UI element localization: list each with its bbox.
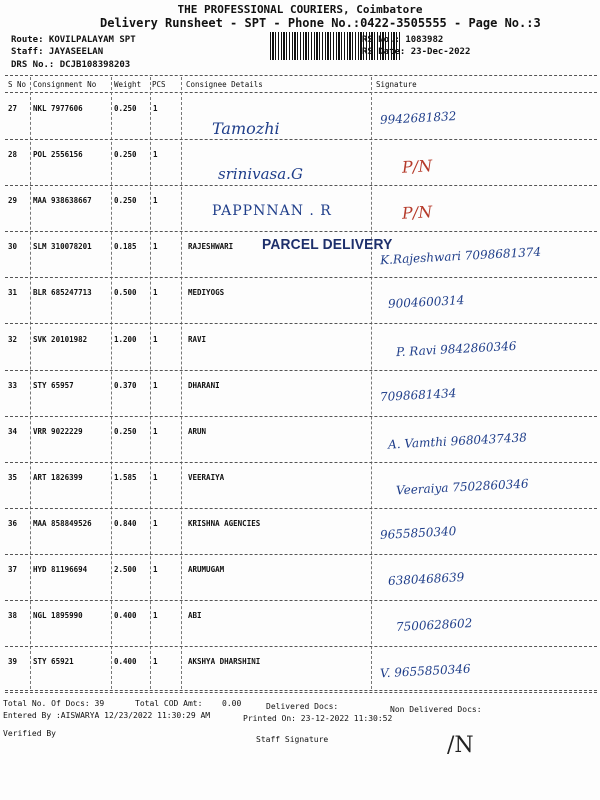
total-cod-value: 0.00 xyxy=(222,699,242,708)
row-weight: 0.250 xyxy=(114,196,137,206)
row-consignment-no: SVK 20101982 xyxy=(33,334,88,344)
row-consignee: ARUMUGAM xyxy=(188,565,225,574)
row-consignee: AKSHYA DHARSHINI xyxy=(188,657,261,667)
row-separator xyxy=(5,185,597,186)
column-consignee: Consignee Details xyxy=(186,80,263,89)
row-consignment-no: NGL 1895990 xyxy=(33,611,83,621)
handwritten-signature: 7500628602 xyxy=(395,616,473,635)
row-pcs: 1 xyxy=(153,380,158,390)
row-consignment-no: STY 65921 xyxy=(33,657,74,667)
table-row xyxy=(0,510,600,556)
row-separator xyxy=(5,370,597,371)
row-sno: 36 xyxy=(8,518,18,528)
meta-route: Route: KOVILPALAYAM SPT xyxy=(11,35,136,45)
row-separator xyxy=(5,554,597,555)
handwritten-signature: V. 9655850346 xyxy=(379,661,471,681)
verified-by: Verified By xyxy=(3,729,56,738)
entered-by: Entered By :AISWARYA 12/23/2022 11:30:29 AM xyxy=(3,711,211,720)
row-consignee: KRISHNA AGENCIES xyxy=(188,518,261,528)
handwritten-signature: P/N xyxy=(401,156,433,177)
row-weight: 0.400 xyxy=(114,657,137,667)
handwritten-signature: 7098681434 xyxy=(379,385,457,404)
row-separator xyxy=(5,277,597,278)
row-weight: 1.200 xyxy=(114,334,137,344)
row-pcs: 1 xyxy=(153,426,158,436)
handwritten-consignee-name: srinivasa.G xyxy=(218,165,303,184)
row-pcs: 1 xyxy=(153,242,158,252)
row-consignee: RAVI xyxy=(188,334,207,344)
row-sno: 30 xyxy=(8,242,18,252)
row-consignment-no: HYD 81196694 xyxy=(33,565,88,574)
row-consignee: VEERAIYA xyxy=(188,472,225,482)
delivered-docs: Delivered Docs: xyxy=(266,702,339,711)
table-row xyxy=(0,141,600,187)
footer-rule xyxy=(5,690,597,691)
row-consignment-no: MAA 938638667 xyxy=(33,196,92,206)
row-weight: 0.185 xyxy=(114,242,137,252)
table-row xyxy=(0,464,600,510)
row-weight: 0.500 xyxy=(114,288,137,298)
handwritten-signature: Veeraiya 7502860346 xyxy=(395,476,529,498)
row-weight: 0.250 xyxy=(114,104,137,113)
row-consignee: ARUN xyxy=(188,426,207,436)
row-pcs: 1 xyxy=(153,565,158,574)
table-row xyxy=(0,648,600,694)
handwritten-consignee-name: PAPPNNAN . R xyxy=(212,203,332,220)
row-pcs: 1 xyxy=(153,657,158,667)
column-signature: Signature xyxy=(376,80,417,89)
row-consignee: ABI xyxy=(188,611,202,621)
row-sno: 35 xyxy=(8,472,18,482)
meta-rs-no: RS No.: 1083982 xyxy=(362,35,444,45)
column-sno: S No xyxy=(8,80,27,89)
meta-rs-date: RS Date: 23-Dec-2022 xyxy=(362,47,471,57)
staff-signature: Staff Signature xyxy=(256,735,329,744)
row-separator xyxy=(5,508,597,509)
row-sno: 28 xyxy=(8,150,18,160)
row-sno: 39 xyxy=(8,657,18,667)
column-pcs: PCS xyxy=(152,80,166,89)
handwritten-mark: /N xyxy=(447,733,474,758)
row-separator xyxy=(5,600,597,601)
table-row xyxy=(0,418,600,464)
meta-drs-no: DRS No.: DCJB108398203 xyxy=(11,60,131,70)
row-separator xyxy=(5,231,597,232)
row-pcs: 1 xyxy=(153,288,158,298)
row-weight: 0.840 xyxy=(114,518,137,528)
handwritten-signature: P/N xyxy=(401,202,433,223)
header-bottom-rule xyxy=(5,92,597,93)
row-consignee: MEDIYOGS xyxy=(188,288,225,298)
printed-on: Printed On: 23-12-2022 11:30:52 xyxy=(243,714,393,723)
row-sno: 34 xyxy=(8,426,18,436)
handwritten-signature: 9655850340 xyxy=(379,523,457,542)
table-row xyxy=(0,556,600,602)
column-weight: Weight xyxy=(114,80,142,89)
table-row xyxy=(0,372,600,418)
row-weight: 0.370 xyxy=(114,380,137,390)
row-separator xyxy=(5,139,597,140)
row-sno: 33 xyxy=(8,380,18,390)
total-docs: Total No. Of Docs: 39 xyxy=(3,699,105,708)
row-consignment-no: VRR 9022229 xyxy=(33,426,83,436)
table-row xyxy=(0,95,600,141)
parcel-delivery-stamp: PARCEL DELIVERY xyxy=(262,236,393,253)
column-consignment: Consignment No xyxy=(33,80,97,89)
row-consignment-no: ART 1826399 xyxy=(33,472,83,482)
table-row xyxy=(0,187,600,233)
row-sno: 32 xyxy=(8,334,18,344)
non-delivered-docs: Non Delivered Docs: xyxy=(390,705,482,714)
row-separator xyxy=(5,323,597,324)
meta-staff: Staff: JAYASEELAN xyxy=(11,47,104,57)
row-sno: 27 xyxy=(8,104,18,113)
row-weight: 0.400 xyxy=(114,611,137,621)
header-top-rule xyxy=(5,75,597,76)
table-row xyxy=(0,326,600,372)
handwritten-consignee-name: Tamozhi xyxy=(212,119,280,138)
page-title: THE PROFESSIONAL COURIERS, Coimbatore xyxy=(177,3,423,16)
total-cod-label: Total COD Amt: xyxy=(135,699,203,708)
handwritten-signature: K.Rajeshwari 7098681374 xyxy=(379,245,542,268)
row-separator xyxy=(5,692,597,693)
row-consignment-no: SLM 310078201 xyxy=(33,242,92,252)
row-weight: 2.500 xyxy=(114,565,137,574)
row-separator xyxy=(5,416,597,417)
row-consignment-no: MAA 858849526 xyxy=(33,518,92,528)
row-sno: 29 xyxy=(8,196,18,206)
row-consignment-no: NKL 7977606 xyxy=(33,104,83,113)
handwritten-signature: 9942681832 xyxy=(379,109,457,127)
page-subtitle: Delivery Runsheet - SPT - Phone No.:0422-3505555 - Page No.:3 xyxy=(100,16,541,30)
row-pcs: 1 xyxy=(153,104,158,113)
row-consignment-no: POL 2556156 xyxy=(33,150,83,160)
row-separator xyxy=(5,462,597,463)
handwritten-signature: P. Ravi 9842860346 xyxy=(395,338,517,359)
table-row xyxy=(0,279,600,325)
handwritten-signature: 6380468639 xyxy=(387,570,465,588)
table-row xyxy=(0,602,600,648)
row-pcs: 1 xyxy=(153,196,158,206)
row-pcs: 1 xyxy=(153,472,158,482)
row-sno: 31 xyxy=(8,288,18,298)
row-pcs: 1 xyxy=(153,518,158,528)
row-weight: 0.250 xyxy=(114,150,137,160)
handwritten-signature: 9004600314 xyxy=(387,293,465,312)
row-pcs: 1 xyxy=(153,611,158,621)
row-weight: 0.250 xyxy=(114,426,137,436)
row-sno: 37 xyxy=(8,565,18,574)
row-consignee: RAJESHWARI xyxy=(188,242,234,252)
row-weight: 1.585 xyxy=(114,472,137,482)
row-consignee: DHARANI xyxy=(188,380,220,390)
row-consignment-no: STY 65957 xyxy=(33,380,74,390)
row-consignment-no: BLR 685247713 xyxy=(33,288,92,298)
row-sno: 38 xyxy=(8,611,18,621)
row-pcs: 1 xyxy=(153,334,158,344)
handwritten-signature: A. Vamthi 9680437438 xyxy=(387,430,528,452)
row-pcs: 1 xyxy=(153,150,158,160)
row-separator xyxy=(5,646,597,647)
